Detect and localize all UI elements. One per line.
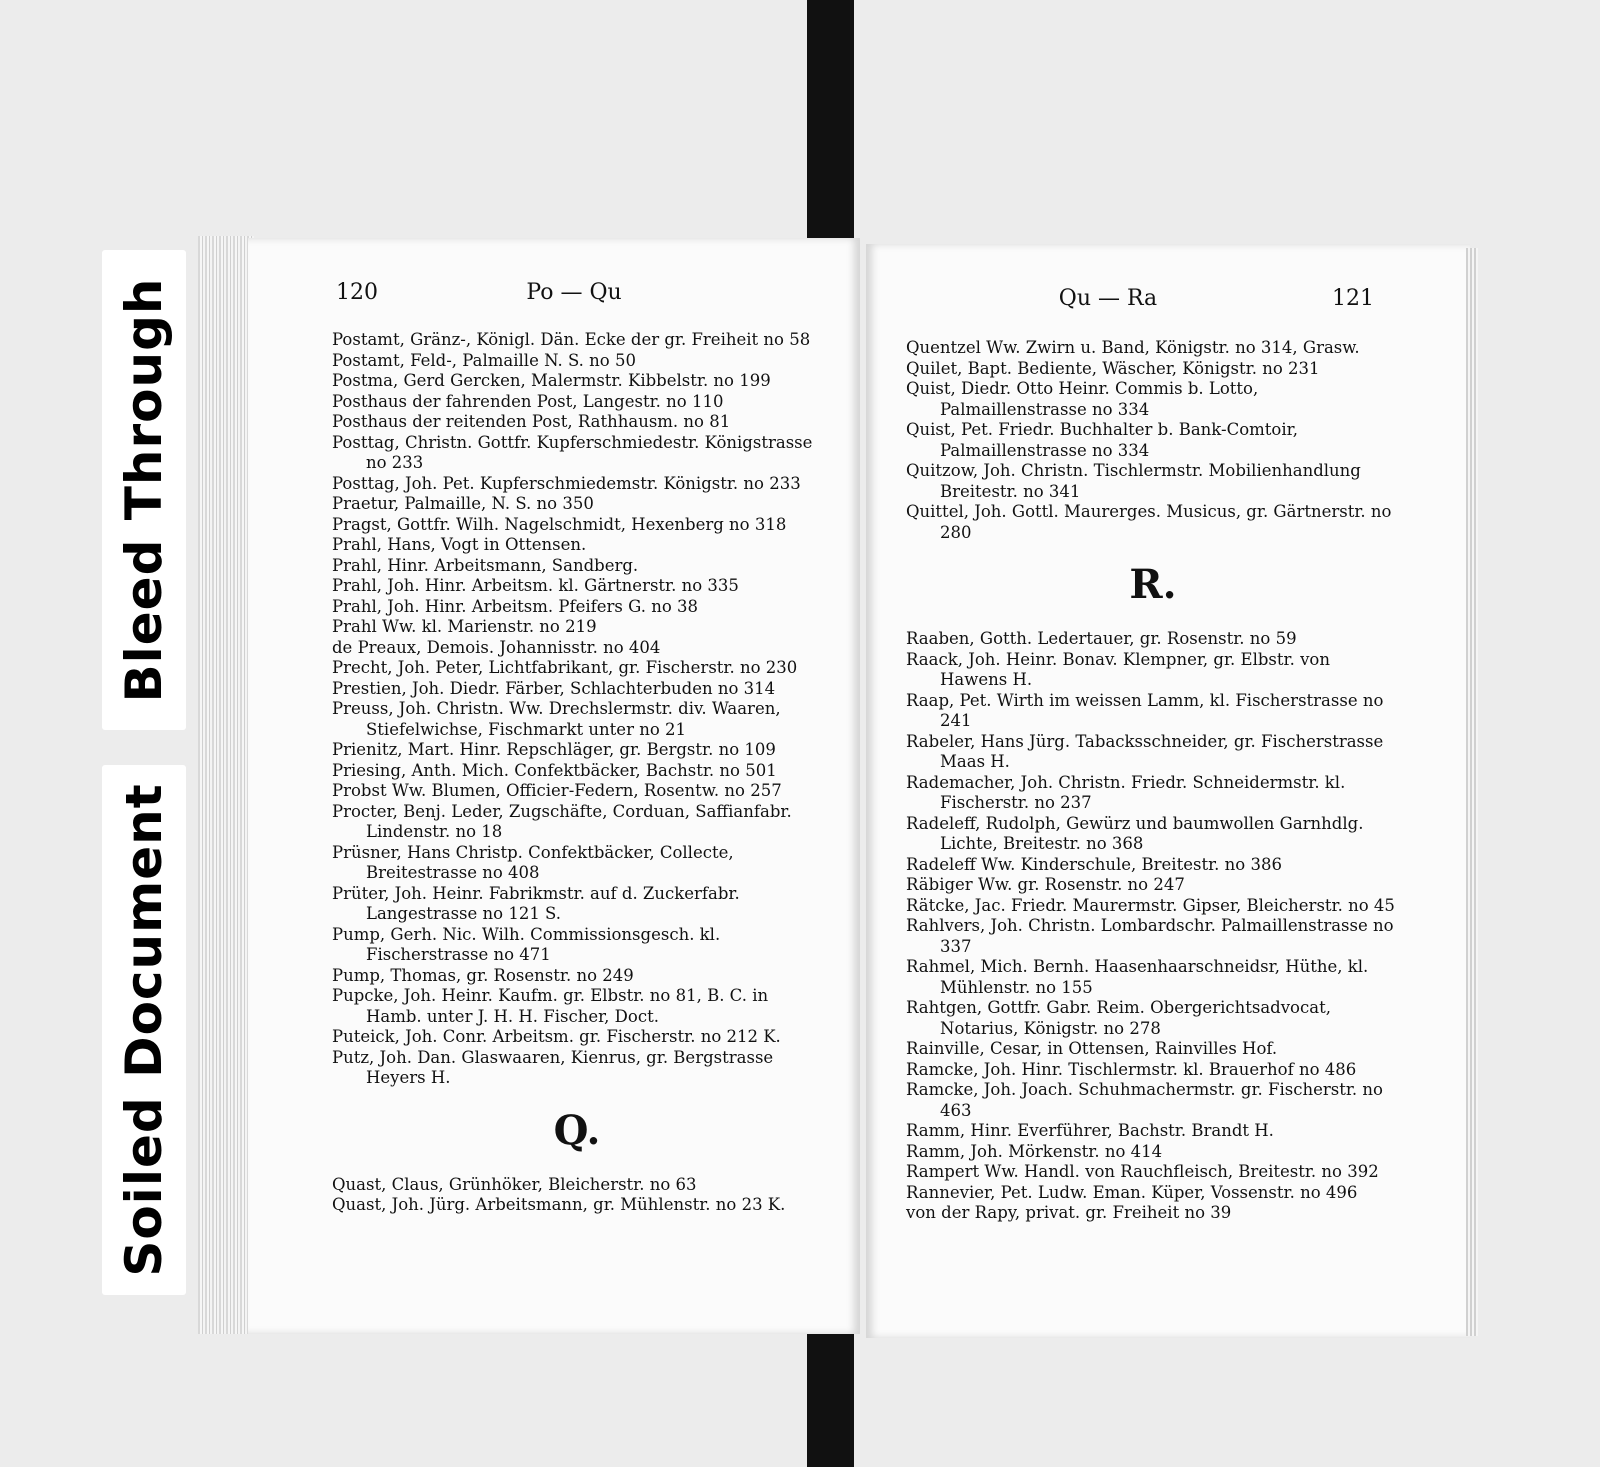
directory-entry: Rampert Ww. Handl. von Rauchfleisch, Breitestr. no 392 xyxy=(906,1162,1379,1181)
directory-entry: Ramm, Joh. Mörkenstr. no 414 xyxy=(906,1141,1163,1161)
directory-entry: Prahl, Hinr. Arbeitsmann, Sandberg. xyxy=(332,555,639,575)
directory-entry: Posthaus der reitenden Post, Rathhausm. no 81 xyxy=(332,412,731,431)
left-page-header-range: Po — Qu xyxy=(526,280,622,305)
directory-entry: Rätcke, Jac. Friedr. Maurermstr. Gipser, Bleicherstr. no 45 xyxy=(906,895,1395,915)
directory-entry: Prahl Ww. kl. Marienstr. no 219 xyxy=(332,617,597,636)
section-letter-q: Q. xyxy=(553,1106,601,1154)
directory-entry: Posttag, Joh. Pet. Kupferschmiedemstr. Königstr. no 233 xyxy=(332,473,801,493)
directory-entry: Radeleff Ww. Kinderschule, Breitestr. no 386 xyxy=(906,854,1282,874)
directory-entry: Rahmel, Mich. Bernh. Haasenhaarschneidsr, Hüthe, kl. Mühlenstr. no 155 xyxy=(906,957,1369,997)
section-letter-r: R. xyxy=(1129,561,1177,608)
directory-entry: Prüsner, Hans Christp. Confektbäcker, Collecte, Breitestrasse no 408 xyxy=(332,842,734,882)
page-stack-edge-right xyxy=(1466,248,1478,1336)
directory-entry: Pragst, Gottfr. Wilh. Nagelschmidt, Hexenberg no 318 xyxy=(332,514,787,534)
directory-entry: Prüter, Joh. Heinr. Fabrikmstr. auf d. Zuckerfabr. Langestrasse no 121 S. xyxy=(332,883,740,923)
directory-entry: Rannevier, Pet. Ludw. Eman. Küper, Vossenstr. no 496 xyxy=(906,1182,1358,1202)
right-page-header xyxy=(866,286,1470,316)
directory-entry: Posttag, Christn. Gottfr. Kupferschmiedestr. Königstrasse no 233 xyxy=(332,432,813,472)
directory-entry: Raaben, Gotth. Ledertauer, gr. Rosenstr. no 59 xyxy=(906,629,1297,648)
directory-entry: Postamt, Feld-, Palmaille N. S. no 50 xyxy=(332,350,636,370)
directory-entry: Posthaus der fahrenden Post, Langestr. no 110 xyxy=(332,391,724,411)
right-page-entries xyxy=(906,338,1400,1224)
directory-entry: Preuss, Joh. Christn. Ww. Drechslermstr. div. Waaren, Stiefelwichse, Fischmarkt unter no 21 xyxy=(332,699,781,739)
directory-entry: Postamt, Gränz-, Königl. Dän. Ecke der gr. Freiheit no 58 xyxy=(332,330,811,349)
directory-entry: Pupcke, Joh. Heinr. Kaufm. gr. Elbstr. no 81, B. C. in Hamb. unter J. H. H. Fischer, Doct. xyxy=(332,986,769,1026)
directory-entry: Prahl, Joh. Hinr. Arbeitsm. kl. Gärtnerstr. no 335 xyxy=(332,576,739,595)
directory-entry: Pump, Gerh. Nic. Wilh. Commissionsgesch. kl. Fischerstrasse no 471 xyxy=(332,924,721,964)
directory-entry: Quist, Pet. Friedr. Buchhalter b. Bank-Comtoir, Palmaillenstrasse no 334 xyxy=(906,420,1298,460)
directory-entry: Postma, Gerd Gercken, Malermstr. Kibbelstr. no 199 xyxy=(332,371,771,390)
directory-entry: Rahlvers, Joh. Christn. Lombardschr. Palmaillenstrasse no 337 xyxy=(906,916,1394,956)
directory-entry: Raap, Pet. Wirth im weissen Lamm, kl. Fischerstrasse no 241 xyxy=(906,690,1384,730)
directory-entry: Pump, Thomas, gr. Rosenstr. no 249 xyxy=(332,965,634,985)
directory-entry: Probst Ww. Blumen, Officier-Federn, Rosentw. no 257 xyxy=(332,781,782,800)
right-page-header-range: Qu — Ra xyxy=(1058,286,1158,311)
directory-entry: Rainville, Cesar, in Ottensen, Rainvilles Hof. xyxy=(906,1039,1278,1058)
directory-entry: Quilet, Bapt. Bediente, Wäscher, Königstr. no 231 xyxy=(906,358,1320,378)
directory-entry: Quitzow, Joh. Christn. Tischlermstr. Mobilienhandlung Breitestr. no 341 xyxy=(906,461,1361,501)
directory-entry: de Preaux, Demois. Johannisstr. no 404 xyxy=(332,637,661,657)
left-page-header xyxy=(248,280,860,310)
directory-entry: Prienitz, Mart. Hinr. Repschläger, gr. Bergstr. no 109 xyxy=(332,740,776,759)
left-page-entries xyxy=(332,330,822,1216)
spine-band-bottom xyxy=(807,1330,854,1467)
directory-entry: Quist, Diedr. Otto Heinr. Commis b. Lotto, Palmaillenstrasse no 334 xyxy=(906,379,1259,419)
directory-entry: Prahl, Hans, Vogt in Ottensen. xyxy=(332,535,587,554)
directory-entry: von der Rapy, privat. gr. Freiheit no 39 xyxy=(906,1203,1232,1222)
directory-entry: Priesing, Anth. Mich. Confektbäcker, Bachstr. no 501 xyxy=(332,760,777,780)
page-stack-edge-left xyxy=(198,236,254,1334)
directory-entry: Quentzel Ww. Zwirn u. Band, Königstr. no 314, Grasw. xyxy=(906,338,1360,357)
directory-entry: Rademacher, Joh. Christn. Friedr. Schneidermstr. kl. Fischerstr. no 237 xyxy=(906,772,1346,812)
directory-entry: Precht, Joh. Peter, Lichtfabrikant, gr. Fischerstr. no 230 xyxy=(332,658,798,677)
directory-entry: Prestien, Joh. Diedr. Färber, Schlachterbuden no 314 xyxy=(332,678,776,698)
directory-entry: Quast, Claus, Grünhöker, Bleicherstr. no 63 xyxy=(332,1174,697,1194)
left-page xyxy=(248,238,860,1334)
directory-entry: Praetur, Palmaille, N. S. no 350 xyxy=(332,494,594,513)
directory-entry: Quast, Joh. Jürg. Arbeitsmann, gr. Mühlenstr. no 23 K. xyxy=(332,1195,786,1214)
right-page xyxy=(866,244,1470,1338)
right-page-number: 121 xyxy=(1332,286,1374,311)
directory-entry: Puteick, Joh. Conr. Arbeitsm. gr. Fischerstr. no 212 K. xyxy=(332,1027,781,1046)
soiled-document-label: Soiled Document xyxy=(115,783,173,1277)
directory-entry: Ramcke, Joh. Hinr. Tischlermstr. kl. Brauerhof no 486 xyxy=(906,1059,1357,1079)
directory-entry: Prahl, Joh. Hinr. Arbeitsm. Pfeifers G. no 38 xyxy=(332,596,698,616)
directory-entry: Radeleff, Rudolph, Gewürz und baumwollen Garnhdlg. Lichte, Breitestr. no 368 xyxy=(906,813,1364,853)
left-page-number: 120 xyxy=(336,280,378,305)
soiled-document-tab xyxy=(102,765,186,1295)
bleed-through-tab xyxy=(102,250,186,730)
directory-entry: Ramm, Hinr. Everführer, Bachstr. Brandt H. xyxy=(906,1121,1274,1140)
bleed-through-label: Bleed Through xyxy=(115,277,173,703)
directory-entry: Putz, Joh. Dan. Glaswaaren, Kienrus, gr. Bergstrasse Heyers H. xyxy=(332,1047,774,1087)
spine-band-top xyxy=(807,0,854,248)
directory-entry: Quittel, Joh. Gottl. Maurerges. Musicus, gr. Gärtnerstr. no 280 xyxy=(906,502,1392,542)
directory-entry: Ramcke, Joh. Joach. Schuhmachermstr. gr. Fischerstr. no 463 xyxy=(906,1080,1383,1120)
directory-entry: Räbiger Ww. gr. Rosenstr. no 247 xyxy=(906,875,1185,894)
directory-entry: Rabeler, Hans Jürg. Tabacksschneider, gr. Fischerstrasse Maas H. xyxy=(906,731,1384,771)
directory-entry: Raack, Joh. Heinr. Bonav. Klempner, gr. Elbstr. von Hawens H. xyxy=(906,649,1330,689)
directory-entry: Procter, Benj. Leder, Zugschäfte, Corduan, Saffianfabr. Lindenstr. no 18 xyxy=(332,801,792,841)
directory-entry: Rahtgen, Gottfr. Gabr. Reim. Obergerichtsadvocat, Notarius, Königstr. no 278 xyxy=(906,998,1331,1038)
